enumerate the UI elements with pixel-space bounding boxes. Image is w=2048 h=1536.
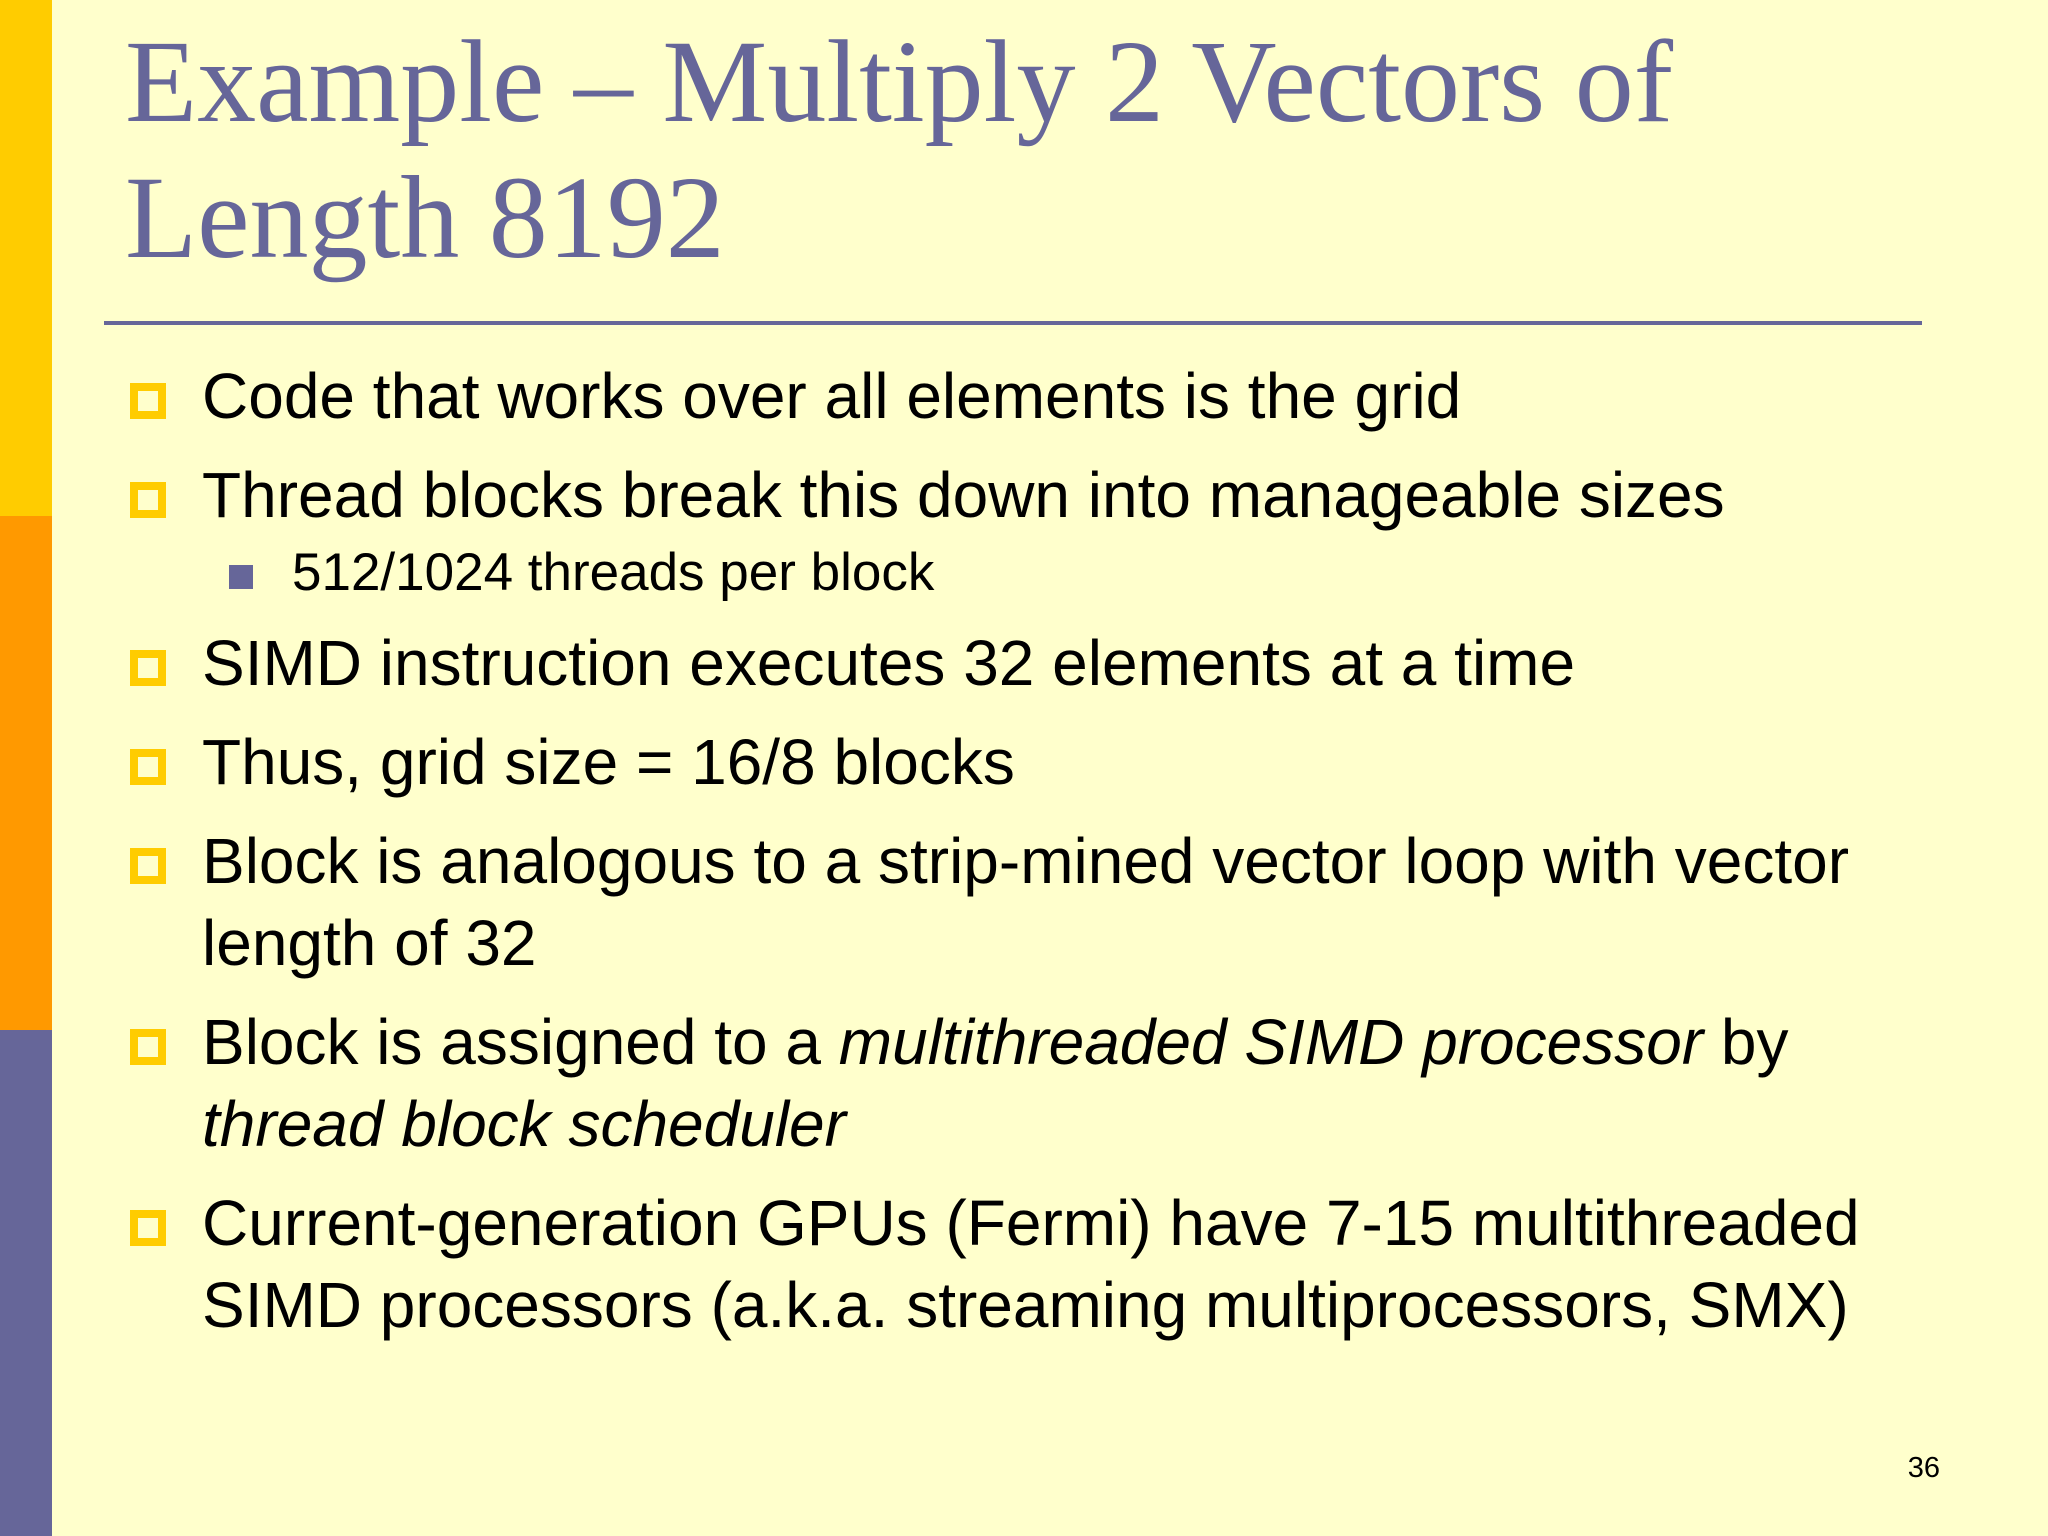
- bullet-list: [0, 355, 1960, 1363]
- page-number: 36: [1907, 1452, 1940, 1484]
- square-bullet-icon: [130, 749, 166, 785]
- square-bullet-icon: [130, 1210, 166, 1246]
- bullet-text: SIMD instruction executes 32 elements at a time: [202, 627, 1576, 699]
- title-line-1: Example – Multiply 2 Vectors of: [125, 16, 1674, 147]
- sub-bullet-item: [0, 541, 1960, 605]
- bullet-text-part: by: [1703, 1006, 1789, 1078]
- title-underline: [104, 321, 1922, 325]
- bullet-item: [0, 820, 1960, 984]
- square-bullet-icon: [130, 848, 166, 884]
- bullet-emphasis: multithreaded SIMD processor: [838, 1006, 1704, 1078]
- square-bullet-icon: [130, 383, 166, 419]
- bullet-item: [0, 1182, 1960, 1346]
- sub-bullet-text: 512/1024 threads per block: [292, 543, 935, 602]
- bullet-item: [0, 622, 1960, 704]
- bullet-item: [0, 355, 1960, 437]
- bullet-item: [0, 454, 1960, 536]
- bullet-text: Block is analogous to a strip-mined vector loop with vector length of 32: [202, 825, 1849, 979]
- bullet-emphasis: thread block scheduler: [202, 1088, 846, 1160]
- bullet-text-part: Block is assigned to a: [202, 1006, 839, 1078]
- bullet-text: Code that works over all elements is the grid: [202, 360, 1462, 432]
- square-bullet-icon: [130, 650, 166, 686]
- slide-title: [125, 14, 1905, 286]
- square-bullet-icon: [130, 482, 166, 518]
- filled-square-bullet-icon: [229, 565, 253, 589]
- bullet-text: Thread blocks break this down into manageable sizes: [202, 459, 1725, 531]
- bullet-text: Current-generation GPUs (Fermi) have 7-15 multithreaded SIMD processors (a.k.a. streaming multiprocessors, SMX): [202, 1187, 1860, 1341]
- bullet-text: Thus, grid size = 16/8 blocks: [202, 726, 1015, 798]
- square-bullet-icon: [130, 1029, 166, 1065]
- bullet-item: [0, 721, 1960, 803]
- bullet-item: [0, 1001, 1960, 1165]
- title-line-2: Length 8192: [125, 152, 725, 283]
